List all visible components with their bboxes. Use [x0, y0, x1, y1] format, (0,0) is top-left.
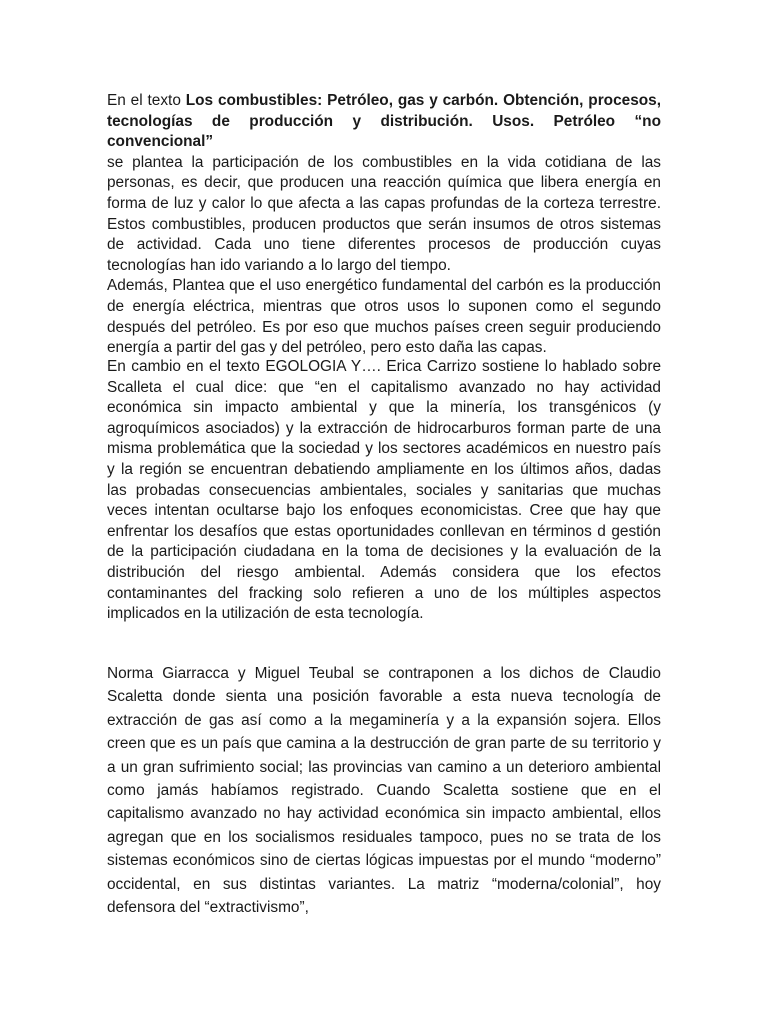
paragraph-2: En cambio en el texto EGOLOGIA Y…. Erica Carrizo sostiene lo hablado sobre Scalleta el cual dice: que “en el capitalismo avanzado no hay actividad económica sin impacto ambiental y que la minería, los transgénicos (y agroquímicos asociados) y la extracción de hidrocarburos forman parte de una misma problemática que la sociedad y los sectores académicos en nuestro país y la región se encuentran debatiendo ampliamente en los últimos años, dadas las probadas consecuencias ambientales, sociales y sanitarias que muchas veces intentan ocultarse bajo los enfoques economicistas. Cree que hay que enfrentar los desafíos que estas oportunidades conllevan en términos d gestión de la participación ciudadana en la toma de decisiones y la evaluación de la distribución del riesgo ambiental. Además considera que los efectos contaminantes del fracking solo refieren a uno de los múltiples aspectos implicados en la utilización de esta tecnología.	[107, 358, 661, 623]
paragraph-3: Norma Giarracca y Miguel Teubal se contraponen a los dichos de Claudio Scaletta donde sienta una posición favorable a esta nueva tecnología de extracción de gas así como a la megaminería y a la expansión sojera. Ellos creen que es un país que camina a la destrucción de gran parte de su territorio y a un gran sufrimiento social; las provincias van camino a un deterioro ambiental como jamás habíamos registrado. Cuando Scaletta sostiene que en el capitalismo avanzado no hay actividad económica sin impacto ambiental, ellos agregan que en los socialismos residuales tampoco, pues no se trata de los sistemas económicos sino de ciertas lógicas impuestas por el mundo “moderno” occidental, en sus distintas variantes. La matriz “moderna/colonial”, hoy defensora del “extractivismo”,	[107, 665, 661, 917]
paragraph-1	[107, 91, 661, 359]
paragraph-1-intro: En el texto	[107, 92, 186, 109]
paragraph-1-body: se plantea la participación de los combustibles en la vida cotidiana de las personas, es decir, que producen una reacción química que libera energía en forma de luz y calor lo que afecta a las capas profundas de la corteza terrestre. Estos combustibles, producen productos que serán insumos de otros sistemas de actividad. Cada uno tiene diferentes procesos de producción cuyas tecnologías han ido variando a lo largo del tiempo.	[107, 153, 661, 274]
paragraph-1-continuation: Además, Plantea que el uso energético fundamental del carbón es la producción de energía eléctrica, mientras que otros usos lo suponen como el segundo después del petróleo. Es por eso que muchos países creen seguir produciendo energía a partir del gas y del petróleo, pero esto daña las capas.	[107, 277, 661, 357]
paragraph-1-bold-title: Los combustibles: Petróleo, gas y carbón. Obtención, procesos, tecnologías de producción y distribución. Usos. Petróleo “no convencional”	[107, 92, 661, 151]
